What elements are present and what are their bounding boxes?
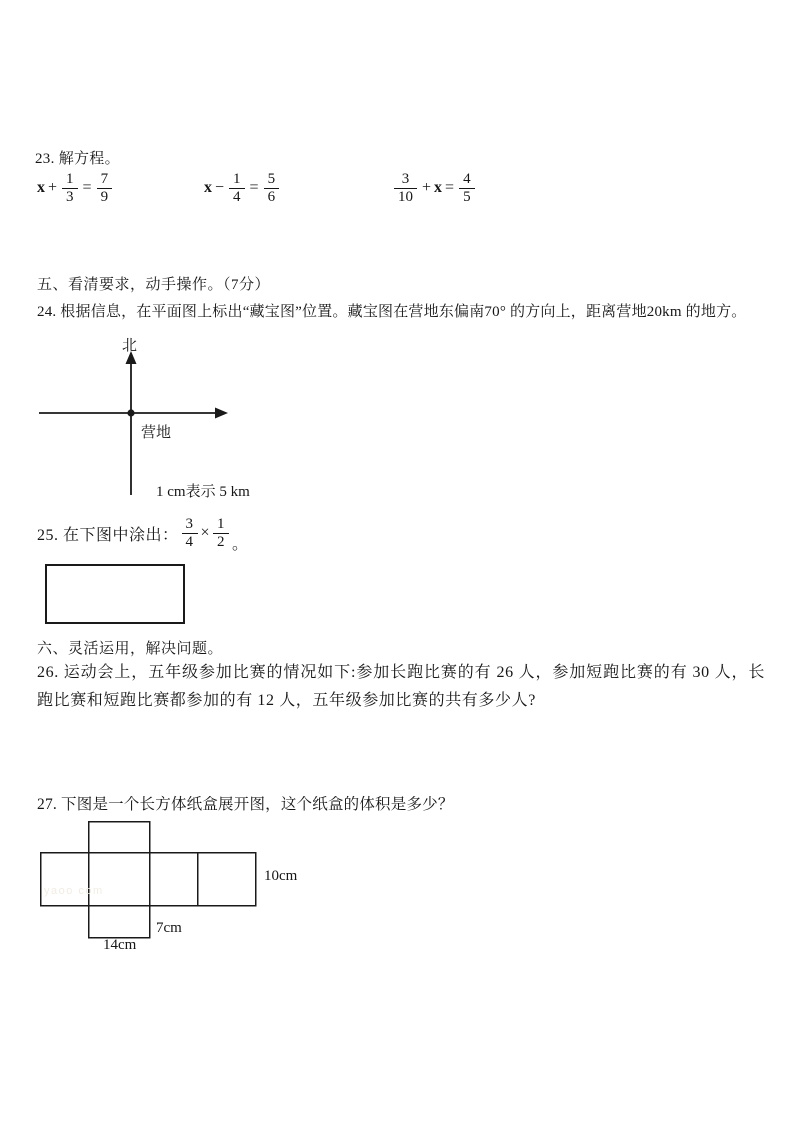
eq2-frac1-denominator: 4: [229, 188, 245, 206]
eq1-fraction-2: [97, 171, 113, 206]
north-label: 北: [122, 338, 138, 354]
q24-text: 24. 根据信息，在平面图上标出“藏宝图”位置。藏宝图在营地东偏南70° 的方向上，距离营地20km 的地方。: [37, 304, 747, 320]
eq3-frac2-numerator: 4: [463, 170, 471, 187]
watermark-text: yaoo com: [44, 885, 104, 897]
eq1-frac2-denominator: 9: [97, 188, 113, 206]
compass-axes-diagram: [30, 330, 240, 500]
q25-text: 25. 在下图中涂出：: [37, 526, 179, 544]
section6-heading: 六、灵活运用，解决问题。: [37, 641, 224, 657]
q23-title: 23. 解方程。: [35, 151, 120, 167]
eq1-frac2-numerator: 7: [100, 170, 109, 187]
eq3-frac1-denominator: 10: [394, 188, 417, 206]
box-net-diagram: [40, 821, 257, 940]
eq3-equals-sign: =: [445, 179, 455, 196]
eq2-frac2-numerator: 5: [267, 170, 276, 187]
q25-frac2-numerator: 1: [217, 515, 226, 532]
eq2-equals-sign: =: [249, 179, 259, 196]
q25-fraction-2: [213, 516, 229, 551]
net-height-label: 10cm: [264, 868, 298, 884]
eq2-frac1-numerator: 1: [233, 170, 241, 187]
eq1-equals-sign: =: [82, 179, 92, 196]
camp-label: 营地: [141, 425, 172, 441]
eq3-frac1-numerator: 3: [401, 170, 410, 187]
eq1-fraction-1: [62, 171, 78, 206]
eq2-fraction-2: [264, 171, 280, 206]
eq3-frac2-denominator: 5: [459, 188, 475, 206]
east-arrowhead-icon: [215, 408, 228, 419]
q25-fraction-1: [182, 516, 198, 551]
eq2-fraction-1: [229, 171, 245, 206]
camp-point: [127, 409, 134, 416]
q25-period: 。: [232, 536, 249, 553]
eq2-frac2-denominator: 6: [264, 188, 280, 206]
q23-equation-3: [391, 168, 478, 208]
q25-frac1-numerator: 3: [185, 515, 194, 532]
eq3-variable: x: [434, 179, 443, 196]
eq1-variable: x: [37, 179, 45, 196]
eq1-frac1-denominator: 3: [62, 188, 78, 206]
q26-text: 26. 运动会上，五年级参加比赛的情况如下:参加长跑比赛的有 26 人，参加短跑比赛的有 30 人，长跑比赛和短跑比赛都参加的有 12 人，五年级参加比赛的共有多少人?: [37, 664, 765, 709]
q25-frac2-denominator: 2: [213, 533, 229, 551]
q25-times-sign: ×: [200, 524, 211, 541]
q25-frac1-denominator: 4: [182, 533, 198, 551]
q25-shading-rectangle[interactable]: [45, 564, 185, 624]
section5-heading: 五、看清要求，动手操作。（7分）: [37, 277, 271, 293]
q27-text: 27. 下图是一个长方体纸盒展开图，这个纸盒的体积是多少？: [37, 796, 454, 813]
q23-equation-1: [36, 168, 115, 208]
eq2-variable: x: [204, 179, 212, 196]
eq3-fraction-2: [459, 171, 475, 206]
q23-equation-2: [203, 168, 282, 208]
eq3-fraction-1: [394, 171, 417, 206]
eq2-minus-sign: −: [215, 179, 225, 196]
scale-label: 1 cm表示 5 km: [156, 484, 250, 500]
eq1-frac1-numerator: 1: [66, 170, 74, 187]
eq1-plus-sign: +: [48, 179, 58, 196]
eq3-plus-sign: +: [422, 179, 432, 196]
net-depth-label: 7cm: [156, 920, 182, 936]
q25-line: [37, 512, 249, 554]
net-width-label: 14cm: [103, 937, 137, 953]
